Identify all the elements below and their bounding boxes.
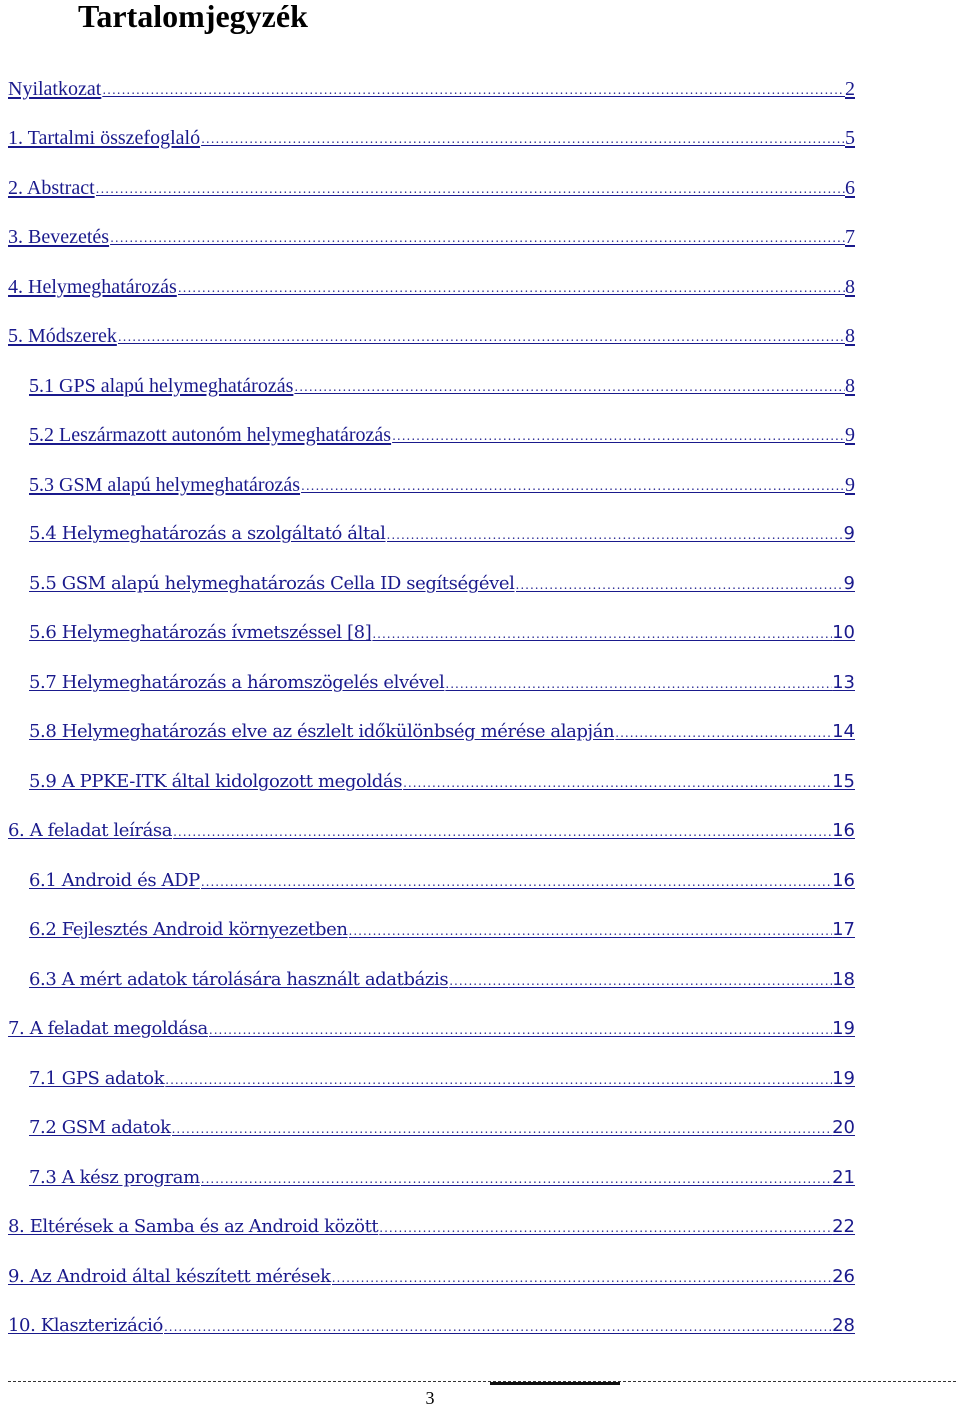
toc-entry-title: 8. Eltérések a Samba és az Android között: [8, 1216, 379, 1237]
toc-entry-title: 5. Módszerek: [8, 325, 117, 347]
toc-leader-dots: [201, 132, 845, 146]
toc-entry-title: 5.3 GSM alapú helymeghatározás: [29, 474, 301, 496]
toc-leader-dots: [201, 1172, 832, 1186]
toc-entry-title: 5.7 Helymeghatározás a háromszögelés elvével: [29, 672, 445, 693]
toc-entry-page: 18: [832, 969, 855, 990]
toc-entry-6-2[interactable]: [29, 911, 855, 941]
toc-entry-page: 5: [845, 127, 855, 149]
toc-entry-page: 28: [832, 1315, 855, 1336]
toc-entry-5-2[interactable]: [29, 416, 855, 446]
toc-entry-5-8[interactable]: [29, 713, 855, 743]
toc-entry-7-3[interactable]: [29, 1159, 855, 1189]
toc-entry-page: 10: [832, 622, 855, 643]
toc-entry-title: 5.4 Helymeghatározás a szolgáltató által: [29, 523, 386, 544]
footer-divider-accent: [490, 1382, 620, 1385]
toc-leader-dots: [173, 825, 832, 839]
toc-entry-title: 7. A feladat megoldása: [8, 1018, 208, 1039]
toc-leader-dots: [110, 231, 845, 245]
toc-entry-title: 6.1 Android és ADP: [29, 870, 200, 891]
toc-leader-dots: [332, 1271, 832, 1285]
toc-entry-page: 2: [845, 78, 855, 100]
toc-entry-abstract[interactable]: [8, 169, 855, 199]
toc-entry-5-7[interactable]: [29, 664, 855, 694]
page-title: Tartalomjegyzék: [78, 0, 308, 34]
toc-entry-page: 20: [832, 1117, 855, 1138]
toc-entry-klaszterizacio[interactable]: [8, 1307, 855, 1337]
footer-divider: [8, 1381, 956, 1382]
toc-leader-dots: [294, 380, 845, 394]
toc-leader-dots: [178, 281, 845, 295]
toc-entry-title: 3. Bevezetés: [8, 226, 110, 248]
toc-entry-page: 9: [845, 424, 855, 446]
toc-entry-title: 10. Klaszterizáció: [8, 1315, 163, 1336]
toc-leader-dots: [445, 677, 832, 691]
toc-entry-page: 19: [832, 1018, 855, 1039]
toc-entry-eltERESEK[interactable]: [8, 1208, 855, 1238]
toc-entry-page: 26: [832, 1266, 855, 1287]
toc-leader-dots: [102, 83, 845, 97]
toc-leader-dots: [615, 726, 832, 740]
toc-entry-feladat-megoldasa[interactable]: [8, 1010, 855, 1040]
toc-leader-dots: [449, 974, 832, 988]
toc-entry-page: 8: [845, 276, 855, 298]
toc-leader-dots: [96, 182, 845, 196]
toc-entry-modszerek[interactable]: [8, 317, 855, 347]
toc-entry-title: 6.2 Fejlesztés Android környezetben: [29, 919, 348, 940]
toc-leader-dots: [209, 1023, 832, 1037]
toc-entry-page: 13: [832, 672, 855, 693]
toc-leader-dots: [201, 875, 832, 889]
toc-entry-title: 7.2 GSM adatok: [29, 1117, 171, 1138]
toc-leader-dots: [372, 627, 832, 641]
toc-leader-dots: [164, 1320, 832, 1334]
toc-entry-6-3[interactable]: [29, 961, 855, 991]
toc-leader-dots: [118, 330, 845, 344]
toc-entry-title: 5.6 Helymeghatározás ívmetszéssel [8]: [29, 622, 372, 643]
toc-entry-title: 7.3 A kész program: [29, 1167, 200, 1188]
toc-entry-5-5[interactable]: [29, 565, 855, 595]
toc-entry-helymeghatarozas[interactable]: [8, 268, 855, 298]
toc-entry-title: 4. Helymeghatározás: [8, 276, 177, 298]
toc-entry-feladat-leirasa[interactable]: [8, 812, 855, 842]
toc-entry-page: 9: [843, 523, 855, 544]
toc-entry-title: Nyilatkozat: [8, 78, 102, 100]
toc-entry-title: 5.5 GSM alapú helymeghatározás Cella ID segítségével: [29, 573, 515, 594]
toc-entry-page: 19: [832, 1068, 855, 1089]
toc-leader-dots: [172, 1122, 833, 1136]
toc-leader-dots: [301, 479, 845, 493]
toc-entry-title: 5.8 Helymeghatározás elve az észlelt időkülönbség mérése alapján: [29, 721, 615, 742]
toc-entry-page: 14: [832, 721, 855, 742]
toc-entry-tartalmi-osszefoglalo[interactable]: [8, 119, 855, 149]
toc-entry-android-meresek[interactable]: [8, 1258, 855, 1288]
toc-entry-7-2[interactable]: [29, 1109, 855, 1139]
toc-leader-dots: [403, 776, 832, 790]
toc-entry-bevezetes[interactable]: [8, 218, 855, 248]
page-number: 3: [425, 1388, 435, 1408]
toc-entry-page: 6: [845, 177, 855, 199]
toc-entry-7-1[interactable]: [29, 1060, 855, 1090]
toc-entry-page: 8: [845, 325, 855, 347]
toc-entry-page: 16: [832, 820, 855, 841]
toc-leader-dots: [516, 578, 844, 592]
toc-entry-5-9[interactable]: [29, 763, 855, 793]
toc-entry-5-4[interactable]: [29, 515, 855, 545]
toc-entry-page: 7: [845, 226, 855, 248]
toc-entry-nyilatkozat[interactable]: [8, 70, 855, 100]
toc-entry-title: 6. A feladat leírása: [8, 820, 173, 841]
toc-entry-page: 22: [832, 1216, 855, 1237]
toc-entry-page: 16: [832, 870, 855, 891]
toc-entry-title: 5.9 A PPKE-ITK által kidolgozott megoldás: [29, 771, 403, 792]
toc-entry-page: 9: [843, 573, 855, 594]
toc-leader-dots: [349, 924, 833, 938]
toc-leader-dots: [392, 429, 845, 443]
toc-entry-title: 9. Az Android által készített mérések: [8, 1266, 331, 1287]
toc-entry-5-6[interactable]: [29, 614, 855, 644]
toc-entry-title: 5.2 Leszármazott autonóm helymeghatározás: [29, 424, 392, 446]
toc-entry-title: 7.1 GPS adatok: [29, 1068, 165, 1089]
toc-entry-page: 21: [832, 1167, 855, 1188]
toc-entry-page: 8: [845, 375, 855, 397]
toc-entry-page: 9: [845, 474, 855, 496]
toc-leader-dots: [165, 1073, 832, 1087]
toc-entry-title: 5.1 GPS alapú helymeghatározás: [29, 375, 294, 397]
toc-entry-5-1[interactable]: [29, 367, 855, 397]
toc-entry-page: 17: [832, 919, 855, 940]
toc-leader-dots: [387, 528, 844, 542]
toc-entry-title: 1. Tartalmi összefoglaló: [8, 127, 201, 149]
toc-entry-title: 2. Abstract: [8, 177, 95, 199]
toc-entry-5-3[interactable]: [29, 466, 855, 496]
toc-entry-6-1[interactable]: [29, 862, 855, 892]
toc-entry-page: 15: [832, 771, 855, 792]
toc-entry-title: 6.3 A mért adatok tárolására használt adatbázis: [29, 969, 449, 990]
toc-leader-dots: [379, 1221, 832, 1235]
